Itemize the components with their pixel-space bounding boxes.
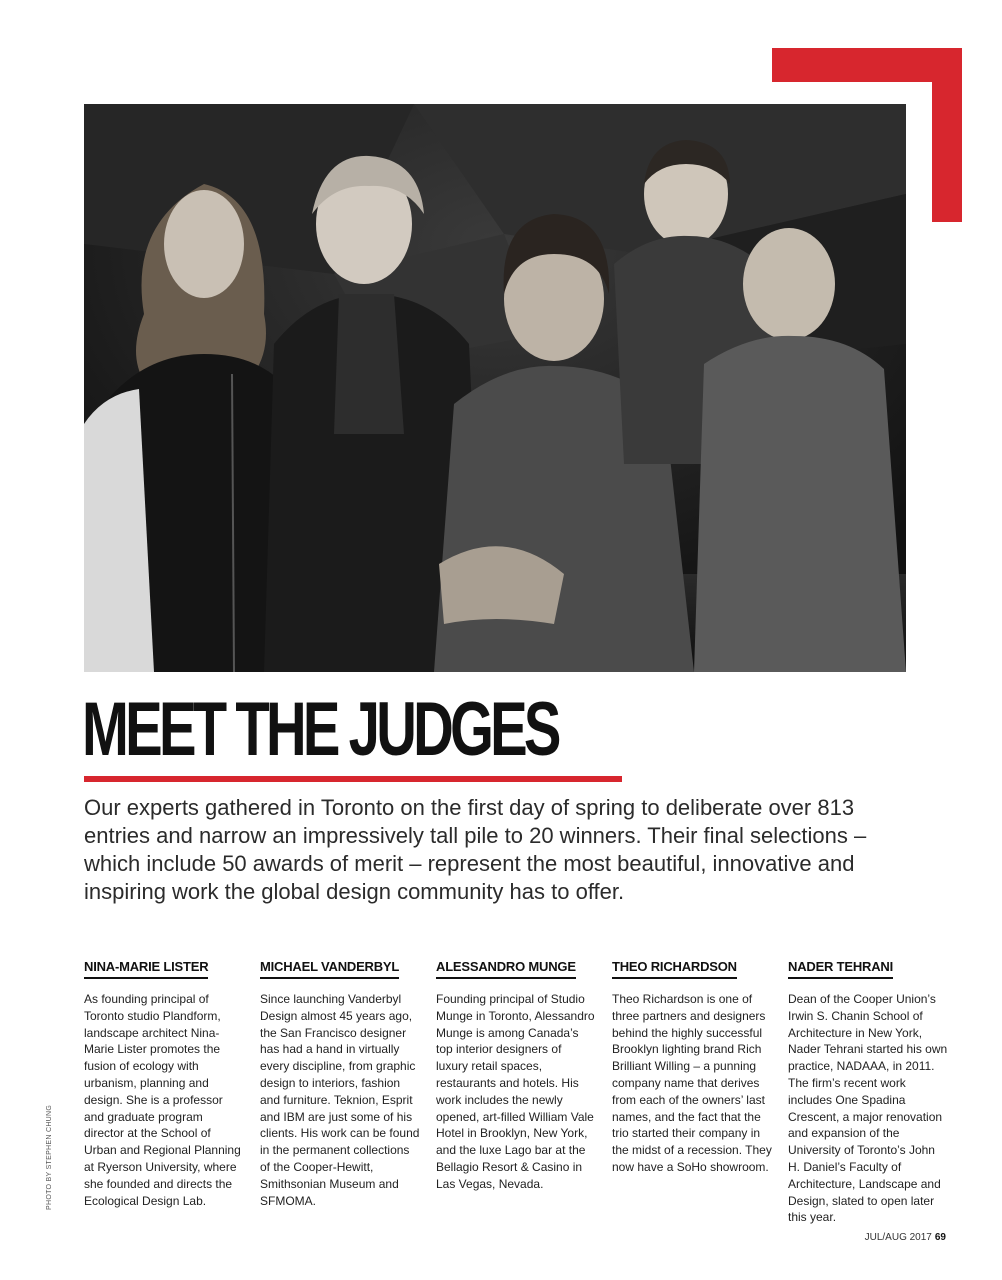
headline-underline: [84, 776, 622, 782]
judge-name: NADER TEHRANI: [788, 958, 893, 979]
page-folio: [865, 1232, 946, 1243]
judge-bio: Dean of the Cooper Union’s Irwin S. Chanin School of Architecture in New York, Nader Tehrani started his own practice, NADAAA, in 2011. The firm’s recent work includes One Spadina Crescent, a major renovation and expansion of the University of Toronto’s John H. Daniel’s Faculty of Architecture, Landscape and Design, slated to open later this year.: [788, 992, 948, 1225]
group-photo-illustration: [84, 104, 906, 672]
judge-bio: Theo Richardson is one of three partners and designers behind the highly successful Brooklyn lighting brand Rich Brilliant Willing – a punning company name that derives from each of the owners’ last names, and the fact that the trio started their company in the midst of a recession. They now have a SoHo showroom.: [612, 992, 772, 1174]
photo-credit: PHOTO BY STEPHEN CHUNG: [46, 1104, 53, 1210]
judge-bio: As founding principal of Toronto studio Plandform, landscape architect Nina-Marie Lister promotes the fusion of ecology with urbanism, planning and design. She is a professor and graduate program director at the School of Urban and Regional Planning at Ryerson University, where she founded and directs the Ecological Design Lab.: [84, 992, 241, 1208]
judge-name: NINA-MARIE LISTER: [84, 958, 208, 979]
judge-bio: Since launching Vanderbyl Design almost 45 years ago, the San Francisco designer has had a hand in virtually every discipline, from graphic design to interiors, fashion and furniture. Teknion, Esprit and IBM are just some of his clients. His work can be found in the permanent collections of the Cooper-Hewitt, Smithsonian Museum and SFMOMA.: [260, 992, 420, 1208]
page-headline: MEET THE JUDGES: [82, 687, 558, 772]
judge-name: THEO RICHARDSON: [612, 958, 737, 979]
judges-columns: [84, 958, 948, 1225]
judge-column: [612, 958, 772, 1176]
issue-date: JUL/AUG 2017: [864, 1232, 932, 1243]
judge-column: [260, 958, 420, 1209]
judge-column: [436, 958, 596, 1193]
judge-column: [84, 958, 244, 1209]
judges-group-photo: [84, 104, 906, 672]
judge-column: [788, 958, 948, 1226]
judge-bio: Founding principal of Studio Munge in Toronto, Alessandro Munge is among Canada’s top interior designers of luxury retail spaces, restaurants and hotels. His work includes the newly opened, art-filled William Vale Hotel in Brooklyn, New York, and the luxe Lago bar at the Bellagio Resort & Casino in Las Vegas, Nevada.: [436, 992, 595, 1191]
corner-accent-side: [932, 48, 962, 222]
judge-name: ALESSANDRO MUNGE: [436, 958, 576, 979]
judge-name: MICHAEL VANDERBYL: [260, 958, 399, 979]
page-number: 69: [934, 1232, 946, 1243]
intro-paragraph: Our experts gathered in Toronto on the first day of spring to deliberate over 813 entries and narrow an impressively tall pile to 20 winners. Their final selections – which include 50 awards of merit – represent the most beautiful, innovative and inspiring work the global design community has to offer.: [84, 795, 867, 904]
